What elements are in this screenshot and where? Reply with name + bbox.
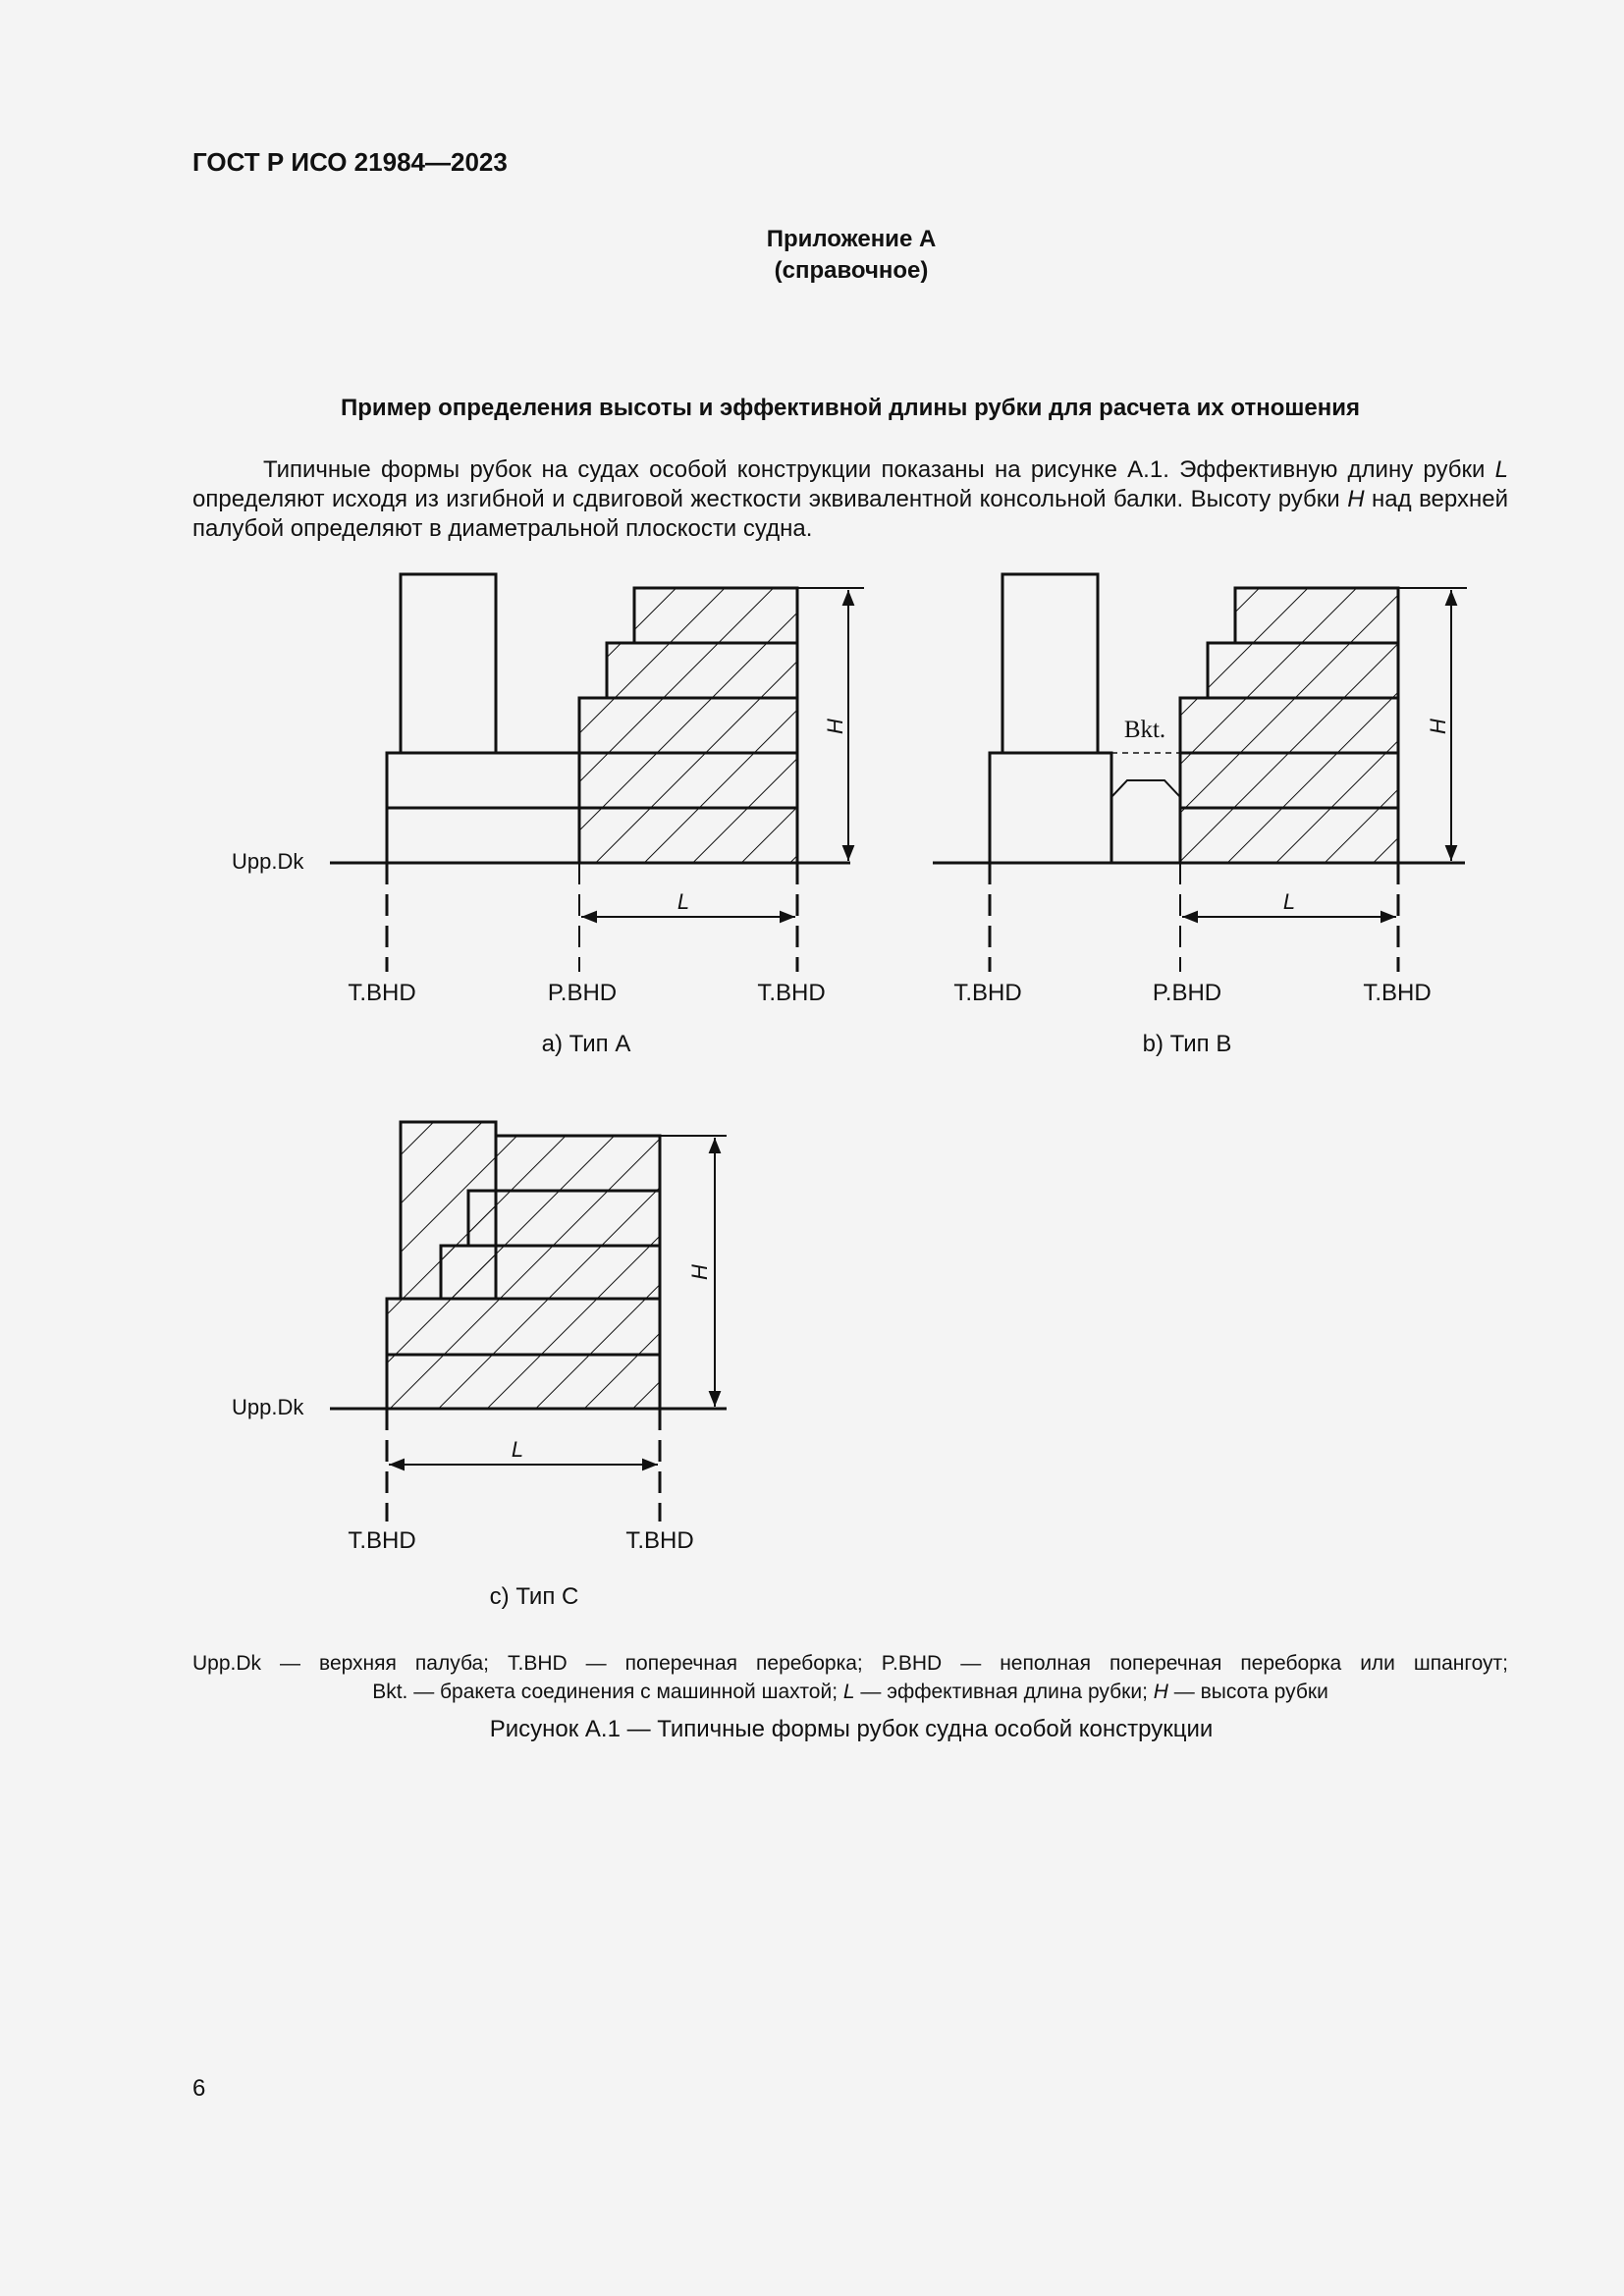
t-bhd-label: T.BHD [348, 980, 416, 1006]
t-bhd-label: T.BHD [348, 1527, 416, 1554]
length-label: L [677, 889, 690, 914]
legend-text: — эффективная длина рубки; [854, 1681, 1154, 1703]
paragraph-text: Типичные формы рубок на судах особой конструкции показаны на рисунке А.1. Эффективную длину рубки [263, 456, 1495, 483]
t-bhd-label: T.BHD [1363, 980, 1432, 1006]
symbol-l: L [1494, 456, 1508, 483]
panel-b-caption: b) Тип В [1142, 1031, 1232, 1057]
height-label: H [687, 1264, 712, 1280]
length-label: L [1282, 889, 1296, 914]
t-bhd-label: T.BHD [757, 980, 826, 1006]
panel-a-drawing [330, 574, 864, 972]
standard-header: ГОСТ Р ИСО 21984—2023 [192, 147, 508, 177]
upp-dk-label: Upp.Dk [232, 849, 304, 874]
legend-text: Bkt. — бракета соединения с машинной шахтой; [372, 1681, 843, 1703]
t-bhd-label: T.BHD [625, 1527, 694, 1554]
symbol-l: L [842, 1681, 855, 1703]
height-label: H [1426, 719, 1450, 734]
legend-text: — высота рубки [1167, 1681, 1328, 1703]
upp-dk-label: Upp.Dk [232, 1395, 304, 1419]
height-label: H [823, 719, 847, 734]
figure-caption: Рисунок А.1 — Типичные формы рубок судна особой конструкции [489, 1716, 1214, 1742]
panel-b-drawing [933, 574, 1467, 972]
symbol-h: H [1153, 1681, 1168, 1703]
panel-c-caption: c) Тип С [489, 1583, 579, 1610]
section-title: Пример определения высоты и эффективной длины рубки для расчета их отношения [341, 395, 1360, 421]
paragraph-text: над верхней палубой определяют в диаметральной плоскости судна. [192, 486, 1508, 542]
panel-a-caption: a) Тип А [541, 1031, 631, 1057]
page-number: 6 [192, 2075, 206, 2102]
annex-title: Приложение А [766, 226, 937, 252]
p-bhd-label: P.BHD [547, 980, 618, 1006]
figure-legend [192, 1649, 1508, 1706]
symbol-h: H [1347, 486, 1365, 512]
bracket-label: Bkt. [1123, 717, 1166, 743]
p-bhd-label: P.BHD [1152, 980, 1222, 1006]
legend-line [192, 1678, 1508, 1706]
annex-subtitle: (справочное) [774, 257, 929, 284]
legend-line: Upp.Dk — верхняя палуба; T.BHD — поперечная переборка; P.BHD — неполная поперечная переборка или шпангоут; [192, 1652, 1508, 1675]
panel-c-drawing [330, 1122, 727, 1522]
length-label: L [511, 1437, 524, 1462]
t-bhd-label: T.BHD [953, 980, 1022, 1006]
paragraph-text: определяют исходя из изгибной и сдвиговой жесткости эквивалентной консольной балки. Высоту рубки [192, 486, 1348, 512]
